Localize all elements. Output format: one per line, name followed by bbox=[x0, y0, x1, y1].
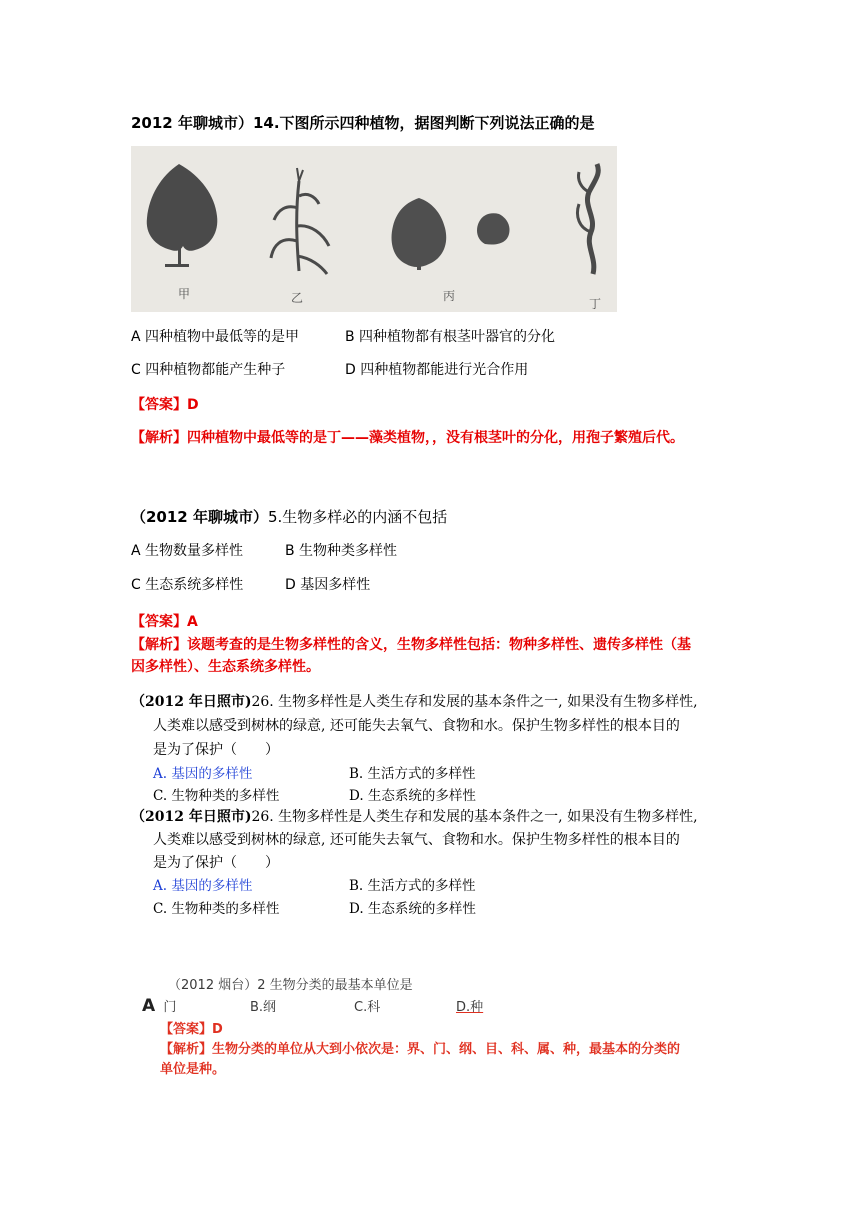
plant-label-ding: 丁 bbox=[589, 297, 602, 311]
q1-option-b: B 四种植物都有根茎叶器官的分化 bbox=[345, 329, 556, 345]
q1-header bbox=[131, 112, 595, 133]
q3-option-c: C. 生物种类的多样性 bbox=[153, 788, 280, 804]
q1-source: 2012 年聊城市） bbox=[131, 114, 253, 132]
q3-option-a: A. 基因的多样性 bbox=[153, 766, 253, 782]
q3-option-b: B. 生活方式的多样性 bbox=[349, 766, 476, 782]
q2-analysis-line1: 【解析】该题考查的是生物多样性的含义，生物多样性包括：物种多样性、遗传多样性（基 bbox=[131, 637, 691, 653]
q2-option-d: D 基因多样性 bbox=[285, 577, 371, 593]
q4-source: （2012 年日照市) bbox=[131, 809, 252, 825]
q5-header: （2012 烟台）2 生物分类的最基本单位是 bbox=[168, 978, 413, 993]
q4-option-d: D. 生态系统的多样性 bbox=[349, 901, 476, 917]
q3-stem-line1 bbox=[131, 691, 698, 711]
q1-analysis: 【解析】四种植物中最低等的是丁——藻类植物，，没有根茎叶的分化，用孢子繁殖后代。 bbox=[131, 430, 684, 446]
q3-stem-line3: 是为了保护（ ） bbox=[153, 742, 279, 758]
q5-scanned-snippet bbox=[130, 966, 750, 1086]
q3-stem-line2: 人类难以感受到树林的绿意, 还可能失去氧气、食物和水。保护生物多样性的根本目的 bbox=[153, 718, 680, 734]
q2-stem: 5.生物多样必的内涵不包括 bbox=[267, 508, 448, 526]
q2-answer: 【答案】A bbox=[131, 614, 198, 630]
q2-option-b: B 生物种类多样性 bbox=[285, 543, 398, 559]
q5-option-a-text: 门 bbox=[163, 1000, 177, 1015]
q4-stem-text: 26. 生物多样性是人类生存和发展的基本条件之一, 如果没有生物多样性, bbox=[251, 809, 698, 825]
plant-label-yi: 乙 bbox=[291, 291, 304, 305]
q4-stem-line1 bbox=[131, 806, 698, 826]
q5-answer: 【答案】D bbox=[160, 1022, 223, 1037]
plant-label-bing: 丙 bbox=[443, 289, 456, 303]
q3-source: （2012 年日照市) bbox=[131, 694, 252, 710]
q2-option-a: A 生物数量多样性 bbox=[131, 543, 244, 559]
q4-option-c: C. 生物种类的多样性 bbox=[153, 901, 280, 917]
q5-option-b: B.纲 bbox=[250, 1000, 277, 1015]
q3-stem-text: 26. 生物多样性是人类生存和发展的基本条件之一, 如果没有生物多样性, bbox=[251, 694, 698, 710]
plant-ding-image bbox=[578, 164, 599, 274]
plant-label-jia: 甲 bbox=[178, 287, 191, 301]
plant-yi-image bbox=[271, 168, 329, 274]
q5-option-a-letter: A bbox=[142, 996, 156, 1016]
q3-option-d: D. 生态系统的多样性 bbox=[349, 788, 476, 804]
q5-analysis-line2: 单位是种。 bbox=[160, 1062, 226, 1077]
plant-jia-image bbox=[147, 164, 218, 267]
q2-option-c: C 生态系统多样性 bbox=[131, 577, 244, 593]
q2-source: （2012 年聊城市） bbox=[131, 508, 268, 526]
q1-answer: 【答案】D bbox=[131, 397, 199, 413]
q1-option-a: A 四种植物中最低等的是甲 bbox=[131, 329, 300, 345]
plant-bing-image bbox=[392, 198, 510, 270]
q1-option-c: C 四种植物都能产生种子 bbox=[131, 362, 286, 378]
q2-header bbox=[131, 506, 447, 527]
q1-stem: 14.下图所示四种植物，据图判断下列说法正确的是 bbox=[252, 114, 595, 132]
q2-analysis-line2: 因多样性）、生态系统多样性。 bbox=[131, 659, 320, 675]
q4-option-a: A. 基因的多样性 bbox=[153, 878, 253, 894]
q5-analysis-line1: 【解析】生物分类的单位从大到小依次是：界、门、纲、目、科、属、种，最基本的分类的 bbox=[160, 1042, 681, 1057]
q4-option-b: B. 生活方式的多样性 bbox=[349, 878, 476, 894]
q1-option-d: D 四种植物都能进行光合作用 bbox=[345, 362, 529, 378]
q5-option-a bbox=[142, 996, 176, 1016]
q5-option-d: D.种 bbox=[456, 1000, 484, 1015]
q4-stem-line3: 是为了保护（ ） bbox=[153, 855, 279, 871]
four-plants-figure bbox=[131, 146, 617, 312]
q4-stem-line2: 人类难以感受到树林的绿意, 还可能失去氧气、食物和水。保护生物多样性的根本目的 bbox=[153, 832, 680, 848]
q5-option-c: C.科 bbox=[354, 1000, 381, 1015]
